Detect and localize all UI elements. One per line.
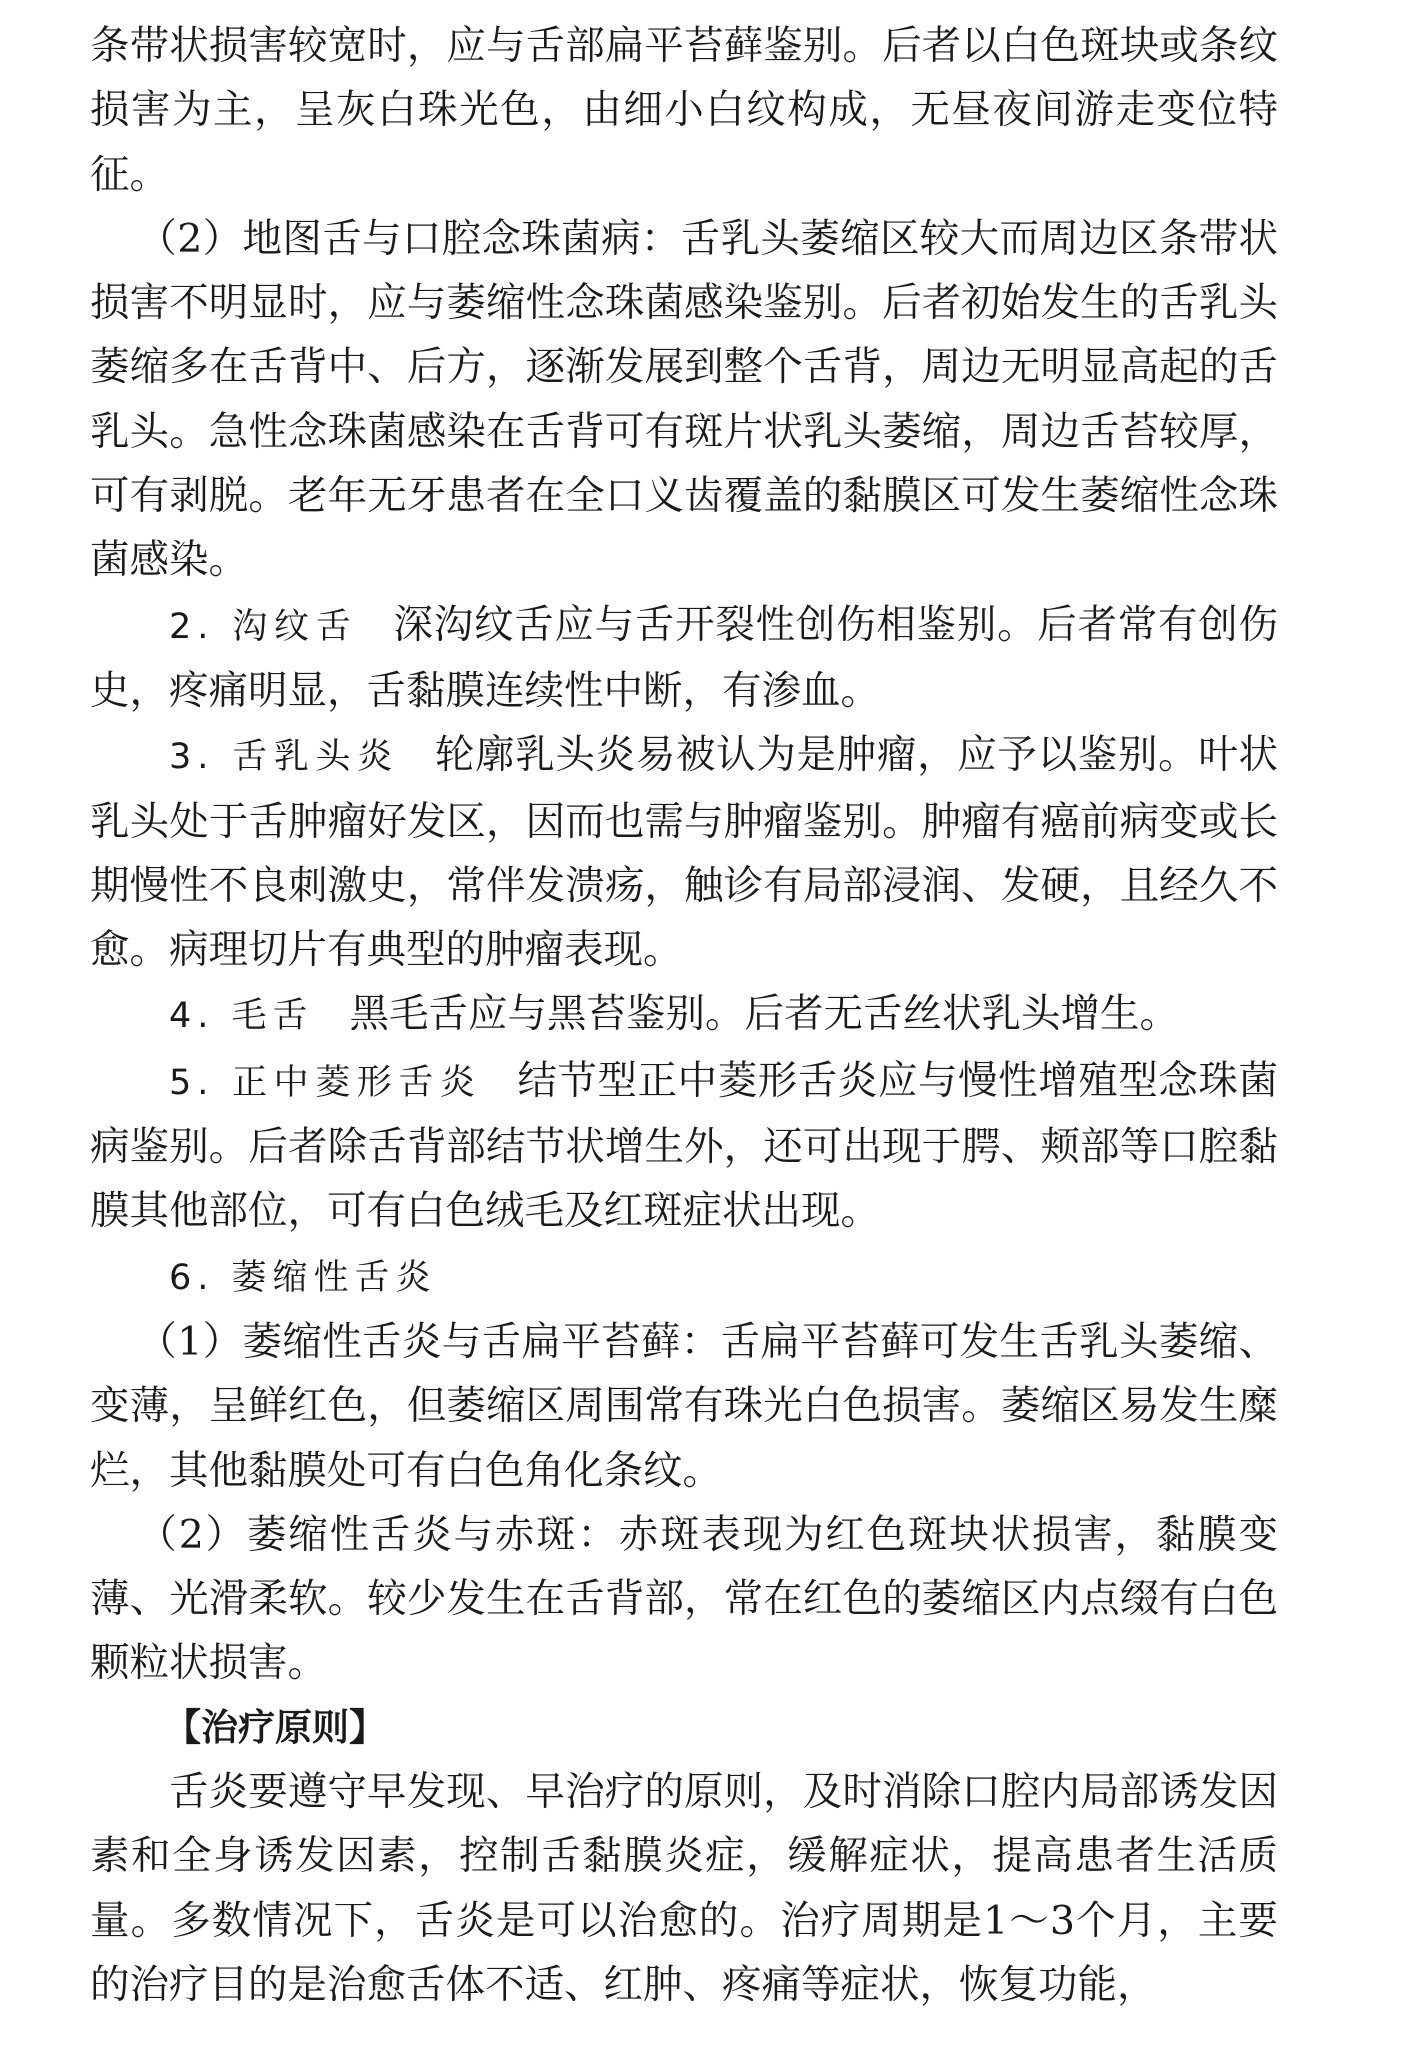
paragraph-atrophic-vs-erythroplakia: （2）萎缩性舌炎与赤斑：赤斑表现为红色斑块状损害，黏膜变薄、光滑柔软。较少发生在舌背部，常在红色的萎缩区内点缀有白色颗粒状损害。	[90, 1511, 1278, 1687]
item-body: 结节型正中菱形舌炎应与慢性增殖型念珠菌病鉴别。后者除舌背部结节状增生外，还可出现于腭、颊部等口腔黏膜其他部位，可有白色绒毛及红斑症状出现。	[90, 1057, 1278, 1235]
item-papillitis	[90, 723, 1278, 982]
item-body: 深沟纹舌应与舌开裂性创伤相鉴别。后者常有创伤史，疼痛明显，舌黏膜连续性中断，有渗血。	[90, 601, 1278, 714]
item-title: 6. 萎缩性舌炎	[169, 1257, 437, 1298]
item-title: 5. 正中菱形舌炎	[169, 1062, 482, 1103]
paragraph-atrophic-vs-lichen-planus: （1）萎缩性舌炎与舌扁平苔藓：舌扁平苔藓可发生舌乳头萎缩、变薄，呈鲜红色，但萎缩区周围常有珠光白色损害。萎缩区易发生糜烂，其他黏膜处可有白色角化条纹。	[90, 1318, 1278, 1494]
paragraph-lichen-planus-differential: 条带状损害较宽时，应与舌部扁平苔藓鉴别。后者以白色斑块或条纹损害为主，呈灰白珠光色，由细小白纹构成，无昼夜间游走变位特征。	[90, 23, 1278, 198]
item-body: 轮廓乳头炎易被认为是肿瘤，应予以鉴别。叶状乳头处于舌肿瘤好发区，因而也需与肿瘤鉴别。肿瘤有癌前病变或长期慢性不良刺激史，常伴发溃疡，触诊有局部浸润、发硬，且经久不愈。病理切片有典型的肿瘤表现。	[90, 732, 1278, 974]
item-title: 4. 毛舌	[169, 996, 314, 1037]
paragraph-geographic-tongue-candidiasis: （2）地图舌与口腔念珠菌病：舌乳头萎缩区较大而周边区条带状损害不明显时，应与萎缩性念珠菌感染鉴别。后者初始发生的舌乳头萎缩多在舌背中、后方，逐渐发展到整个舌背，周边无明显高起的舌乳头。急性念珠菌感染在舌背可有斑片状乳头萎缩，周边舌苔较厚，可有剥脱。老年无牙患者在全口义齿覆盖的黏膜区可发生萎缩性念珠菌感染。	[90, 215, 1278, 584]
document-body	[90, 14, 1278, 2017]
paragraph-treatment: 舌炎要遵守早发现、早治疗的原则，及时消除口腔内局部诱发因素和全身诱发因素，控制舌黏膜炎症，缓解症状，提高患者生活质量。多数情况下，舌炎是可以治愈的。治疗周期是1～3个月，主要的治疗目的是治愈舌体不适、红肿、疼痛等症状，恢复功能，	[90, 1769, 1278, 2008]
item-fissured-tongue	[90, 593, 1278, 724]
item-hairy-tongue	[90, 982, 1278, 1048]
item-title: 2. 沟纹舌	[169, 606, 358, 647]
item-title: 3. 舌乳头炎	[169, 737, 399, 778]
item-atrophic-glossitis	[90, 1244, 1278, 1310]
item-body: 黑毛舌应与黑苔鉴别。后者无舌丝状乳头增生。	[349, 991, 1180, 1038]
section-heading-treatment-principles: 【治疗原则】	[164, 1705, 386, 1749]
item-median-rhomboid-glossitis	[90, 1049, 1278, 1244]
